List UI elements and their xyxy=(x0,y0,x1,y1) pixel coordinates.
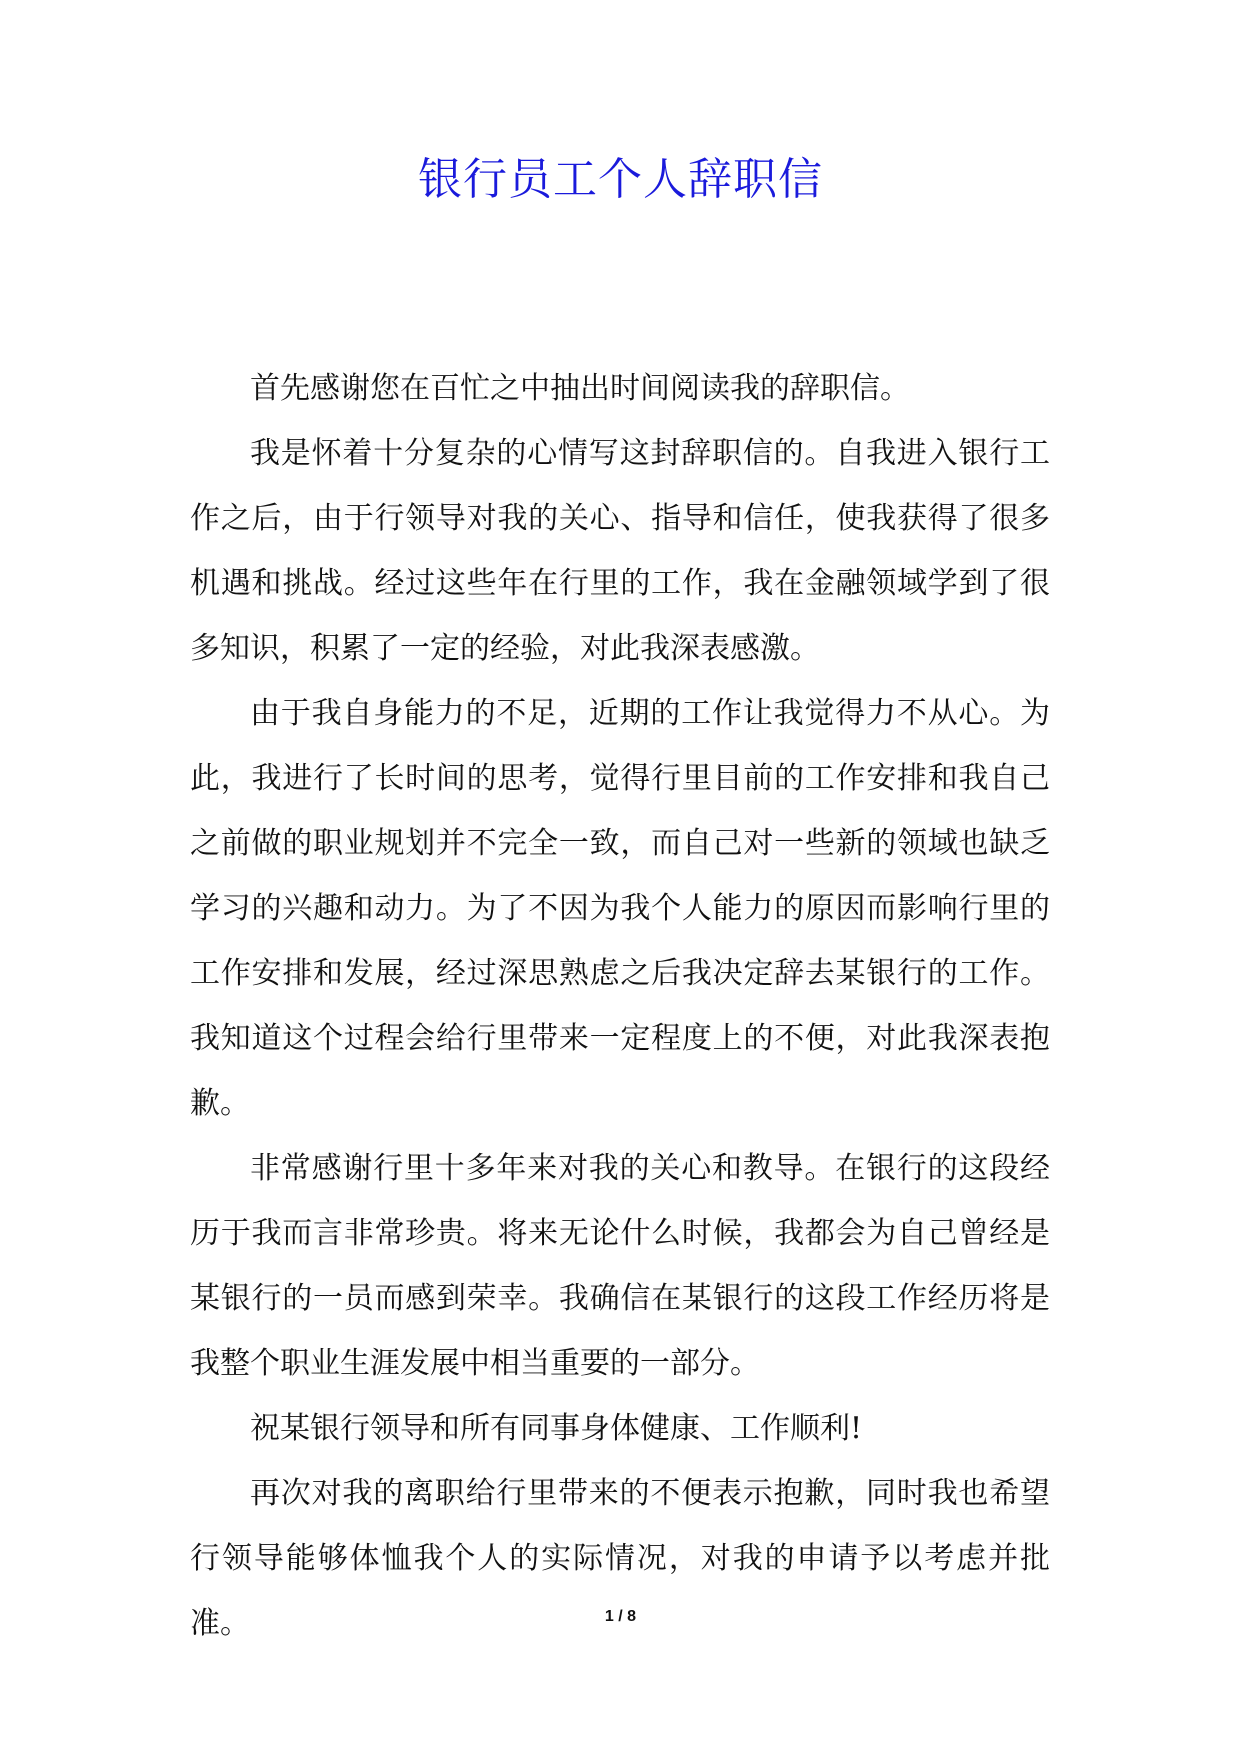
paragraph-5: 祝某银行领导和所有同事身体健康、工作顺利! xyxy=(250,1411,863,1446)
paragraph-4: 非常感谢行里十多年来对我的关心和教导。在银行的这段经历于我而言非常珍贵。将来无论什么时候，我都会为自己曾经是某银行的一员而感到荣幸。我确信在某银行的这段工作经历将是我整个职业生涯发展中相当重要的一部分。 xyxy=(190,1151,1050,1381)
paragraph-6: 再次对我的离职给行里带来的不便表示抱歉，同时我也希望行领导能够体恤我个人的实际情况，对我的申请予以考虑并批准。 xyxy=(190,1476,1050,1641)
paragraph-2: 我是怀着十分复杂的心情写这封辞职信的。自我进入银行工作之后，由于行领导对我的关心、指导和信任，使我获得了很多机遇和挑战。经过这些年在行里的工作，我在金融领域学到了很多知识，积累了一定的经验，对此我深表感激。 xyxy=(190,436,1050,666)
paragraph-1: 首先感谢您在百忙之中抽出时间阅读我的辞职信。 xyxy=(250,371,910,406)
document-title: 银行员工个人辞职信 xyxy=(418,154,823,205)
paragraph-3: 由于我自身能力的不足，近期的工作让我觉得力不从心。为此，我进行了长时间的思考，觉得行里目前的工作安排和我自己之前做的职业规划并不完全一致，而自己对一些新的领域也缺乏学习的兴趣和动力。为了不因为我个人能力的原因而影响行里的工作安排和发展，经过深思熟虑之后我决定辞去某银行的工作。我知道这个过程会给行里带来一定程度上的不便，对此我深表抱歉。 xyxy=(190,696,1050,1121)
page-number: 1 / 8 xyxy=(604,1608,637,1625)
letter-body xyxy=(190,356,1050,1656)
